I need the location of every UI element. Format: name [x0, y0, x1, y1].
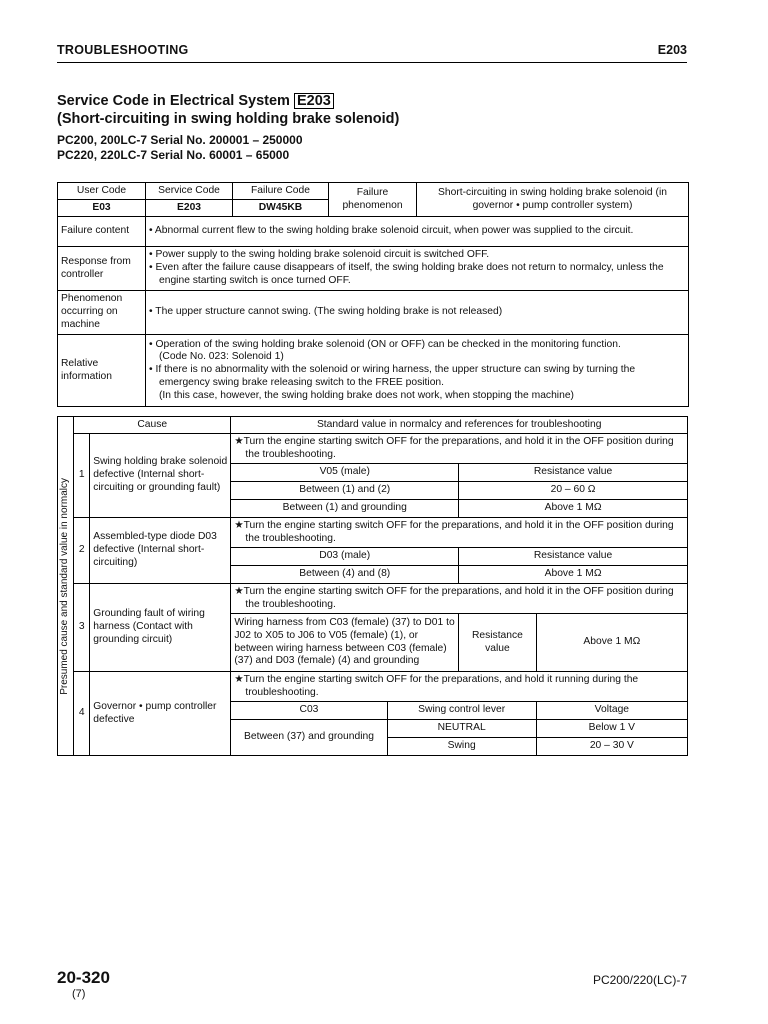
page-number: 20-320 [57, 968, 110, 987]
failure-phenomenon-text: Short-circuiting in swing holding brake solenoid (in governor • pump controller system) [417, 183, 689, 217]
causes-table [57, 416, 688, 756]
resistance-value: Above 1 MΩ [536, 614, 687, 672]
serial-line: PC200, 200LC-7 Serial No. 200001 – 250000 [57, 133, 303, 147]
failure-content-label: Failure content [58, 217, 146, 247]
failure-phenomenon-header: Failure phenomenon [329, 183, 417, 217]
failure-code-header: Failure Code [233, 183, 329, 200]
standard-column-header: Standard value in normalcy and references for troubleshooting [231, 417, 688, 434]
header-rule [57, 62, 687, 63]
phenomenon-machine-text [146, 291, 689, 335]
cause-note: ★Turn the engine starting switch OFF for the preparations, and hold it in the OFF position during the troubleshooting. [231, 584, 688, 614]
bullet-item: • Even after the failure cause disappears of itself, the swing holding brake does not return to normalcy, unless the engine starting switch is once turned OFF. [149, 262, 664, 286]
connector-header: C03 [231, 702, 387, 720]
lever-position: NEUTRAL [387, 720, 536, 738]
service-code-value: E203 [146, 200, 233, 217]
cause-number: 2 [74, 518, 90, 584]
measure-point: Between (1) and grounding [231, 500, 459, 518]
measure-value: Above 1 MΩ [459, 566, 688, 584]
cause-column-header: Cause [74, 417, 231, 434]
cause-note: ★Turn the engine starting switch OFF for the preparations, and hold it in the OFF position during the troubleshooting. [231, 518, 688, 548]
title-code-box: E203 [294, 93, 334, 109]
cause-text: Swing holding brake solenoid defective (Internal short-circuiting or grounding fault) [90, 434, 231, 518]
response-label: Response from controller [58, 247, 146, 291]
bullet-item: • The upper structure cannot swing. (The swing holding brake is not released) [149, 306, 503, 318]
measure-point: Between (1) and (2) [231, 482, 459, 500]
title-line1: Service Code in Electrical System [57, 93, 290, 109]
code-info-table [57, 182, 689, 407]
cause-number: 3 [74, 584, 90, 672]
star-icon: ★ [234, 585, 244, 597]
resistance-header: Resistance value [459, 548, 688, 566]
revision-number: (7) [72, 988, 86, 1000]
cause-number: 1 [74, 434, 90, 518]
bullet-item: • Power supply to the swing holding brake solenoid circuit is switched OFF. [149, 249, 490, 261]
side-label-cell [58, 417, 74, 756]
serial-numbers [57, 133, 303, 163]
failure-content-text [146, 217, 689, 247]
resistance-header: Resistance value [459, 464, 688, 482]
voltage-header: Voltage [536, 702, 687, 720]
lever-position: Swing [387, 738, 536, 756]
star-icon: ★ [234, 519, 244, 531]
voltage-value: Below 1 V [536, 720, 687, 738]
measure-point: Between (37) and grounding [231, 720, 387, 756]
serial-line: PC220, 220LC-7 Serial No. 60001 – 65000 [57, 148, 290, 162]
measure-value: Above 1 MΩ [459, 500, 688, 518]
phenomenon-machine-label: Phenomenon occurring on machine [58, 291, 146, 335]
bullet-item: • Abnormal current flew to the swing holding brake solenoid circuit, when power was supplied to the circuit. [149, 225, 634, 237]
measure-value: 20 – 60 Ω [459, 482, 688, 500]
star-icon: ★ [234, 673, 244, 685]
header-code: E203 [657, 43, 687, 57]
bullet-item: • Operation of the swing holding brake solenoid (ON or OFF) can be checked in the monitoring function. [149, 338, 621, 350]
voltage-value: 20 – 30 V [536, 738, 687, 756]
page-title [57, 92, 399, 128]
page-header [57, 43, 687, 61]
title-line2: (Short-circuiting in swing holding brake solenoid) [57, 111, 400, 127]
cause-text: Assembled-type diode D03 defective (Internal short-circuiting) [90, 518, 231, 584]
response-text [146, 247, 689, 291]
wiring-harness-text: Wiring harness from C03 (female) (37) to D01 to J02 to X05 to J06 to V05 (female) (1), or between wiring harness between C03 (female) (37) and D03 (female) (4) and grounding [231, 614, 459, 672]
cause-note: ★Turn the engine starting switch OFF for the preparations, and hold it running during the troubleshooting. [231, 672, 688, 702]
relative-info-text [146, 335, 689, 407]
measure-point: Between (4) and (8) [231, 566, 459, 584]
service-code-header: Service Code [146, 183, 233, 200]
cause-text: Governor • pump controller defective [90, 672, 231, 756]
connector-header: D03 (male) [231, 548, 459, 566]
side-label: Presumed cause and standard value in normalcy [59, 477, 71, 695]
cause-number: 4 [74, 672, 90, 756]
bullet-continuation: (Code No. 023: Solenoid 1) [159, 351, 284, 363]
user-code-value: E03 [58, 200, 146, 217]
cause-note: ★Turn the engine starting switch OFF for the preparations, and hold it in the OFF position during the troubleshooting. [231, 434, 688, 464]
failure-code-value: DW45KB [233, 200, 329, 217]
lever-header: Swing control lever [387, 702, 536, 720]
relative-info-label: Relative information [58, 335, 146, 407]
bullet-item: • If there is no abnormality with the solenoid or wiring harness, the upper structure can swing by turning the emergency swing brake releasing switch to the FREE position. [149, 364, 636, 388]
resistance-label: Resistance value [459, 614, 537, 672]
star-icon: ★ [234, 435, 244, 447]
user-code-header: User Code [58, 183, 146, 200]
connector-header: V05 (male) [231, 464, 459, 482]
cause-text: Grounding fault of wiring harness (Contact with grounding circuit) [90, 584, 231, 672]
bullet-continuation: (In this case, however, the swing holding brake does not work, when stopping the machine) [159, 389, 574, 401]
model-name: PC200/220(LC)-7 [592, 973, 687, 987]
section-title: TROUBLESHOOTING [57, 43, 189, 57]
